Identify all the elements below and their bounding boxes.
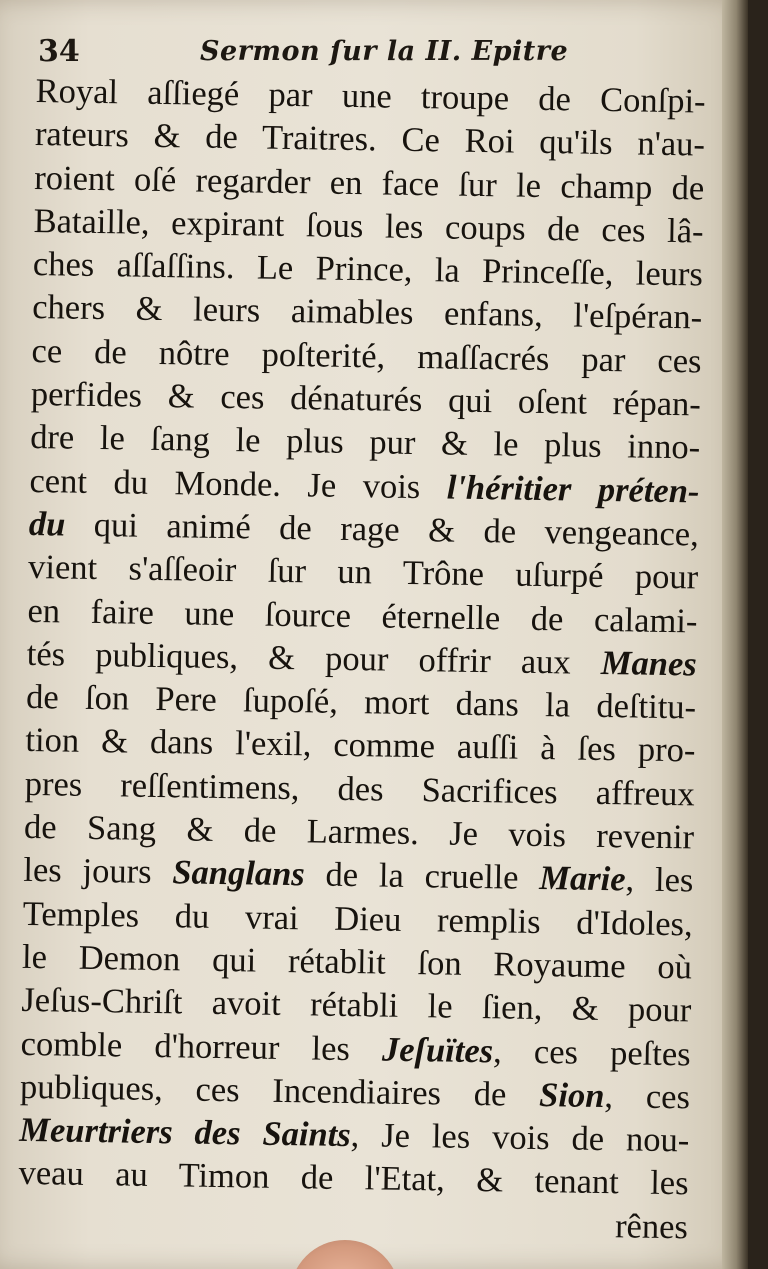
- text-segment: , ces: [604, 1076, 691, 1117]
- text-segment: ches aſſaſſins. Le Prince, la Princeſſe, leurs: [32, 245, 704, 294]
- italic-text-segment: du: [28, 504, 66, 544]
- running-title: Sermon ſur la II. Epitre: [200, 36, 569, 67]
- italic-text-segment: Meurtriers des Saints: [19, 1110, 352, 1155]
- text-segment: tés publiques, & pour offrir aux: [26, 634, 602, 682]
- text-segment: le Demon qui rétablit ſon Royaume où: [21, 937, 693, 987]
- text-segment: les jours: [23, 851, 173, 892]
- page-number: 34: [38, 34, 80, 69]
- text-segment: de la cruelle: [304, 855, 540, 898]
- text-segment: de Sang & de Larmes. Je vois revenir: [23, 807, 695, 857]
- text-segment: , les: [625, 860, 694, 900]
- text-segment: Bataille, expirant ſous les coups de ces lâ-: [33, 201, 704, 251]
- catchword: rênes: [614, 1206, 689, 1247]
- text-segment: vient s'aſſeoir ſur un Trône uſurpé pour: [27, 548, 699, 597]
- text-segment: perfides & ces dénaturés qui oſent répan-: [30, 375, 702, 424]
- running-head: [38, 34, 698, 74]
- text-segment: de ſon Pere ſupoſé, mort dans la deſtitu-: [25, 678, 697, 727]
- body-text: [18, 70, 736, 1250]
- text-segment: , ces peſtes: [492, 1031, 691, 1073]
- text-segment: pres reſſentimens, des Sacrifices affreux: [24, 764, 696, 814]
- text-segment: tion & dans l'exil, comme auſſi à ſes pro-: [25, 721, 696, 770]
- text-segment: dre le ſang le plus pur & le plus inno-: [29, 418, 701, 467]
- text-segment: , Je les vois de nou-: [350, 1116, 690, 1160]
- italic-text-segment: Sanglans: [172, 853, 306, 894]
- italic-text-segment: Marie: [539, 859, 626, 899]
- text-segment: rateurs & de Traitres. Ce Roi qu'ils n'au-: [34, 115, 706, 164]
- text-segment: chers & leurs aimables enfans, l'eſpéran-: [31, 288, 703, 337]
- text-segment: veau au Timon de l'Etat, & tenant les: [18, 1154, 689, 1203]
- text-segment: Royal aſſiegé par une troupe de Conſpi-: [35, 71, 706, 121]
- text-segment: publiques, ces Incendiaires de: [19, 1067, 540, 1114]
- text-segment: ce de nôtre poſterité, maſſacrés par ces: [31, 331, 702, 381]
- italic-text-segment: Manes: [600, 643, 698, 684]
- text-segment: qui animé de rage & de vengeance,: [65, 505, 700, 554]
- text-segment: Jeſus-Chriſt avoit rétabli le ſien, & pour: [21, 981, 692, 1030]
- text-segment: cent du Monde. Je vois: [29, 461, 448, 507]
- italic-text-segment: l'héritier préten-: [446, 468, 700, 511]
- text-segment: comble d'horreur les: [20, 1024, 383, 1069]
- italic-text-segment: Sion: [538, 1075, 605, 1115]
- text-segment: en faire une ſource éternelle de calami-: [27, 591, 698, 641]
- text-segment: Temples du vrai Dieu remplis d'Idoles,: [22, 894, 693, 944]
- italic-text-segment: Jeſuïtes: [381, 1030, 494, 1070]
- text-segment: roient oſé regarder en face ſur le champ de: [34, 158, 705, 208]
